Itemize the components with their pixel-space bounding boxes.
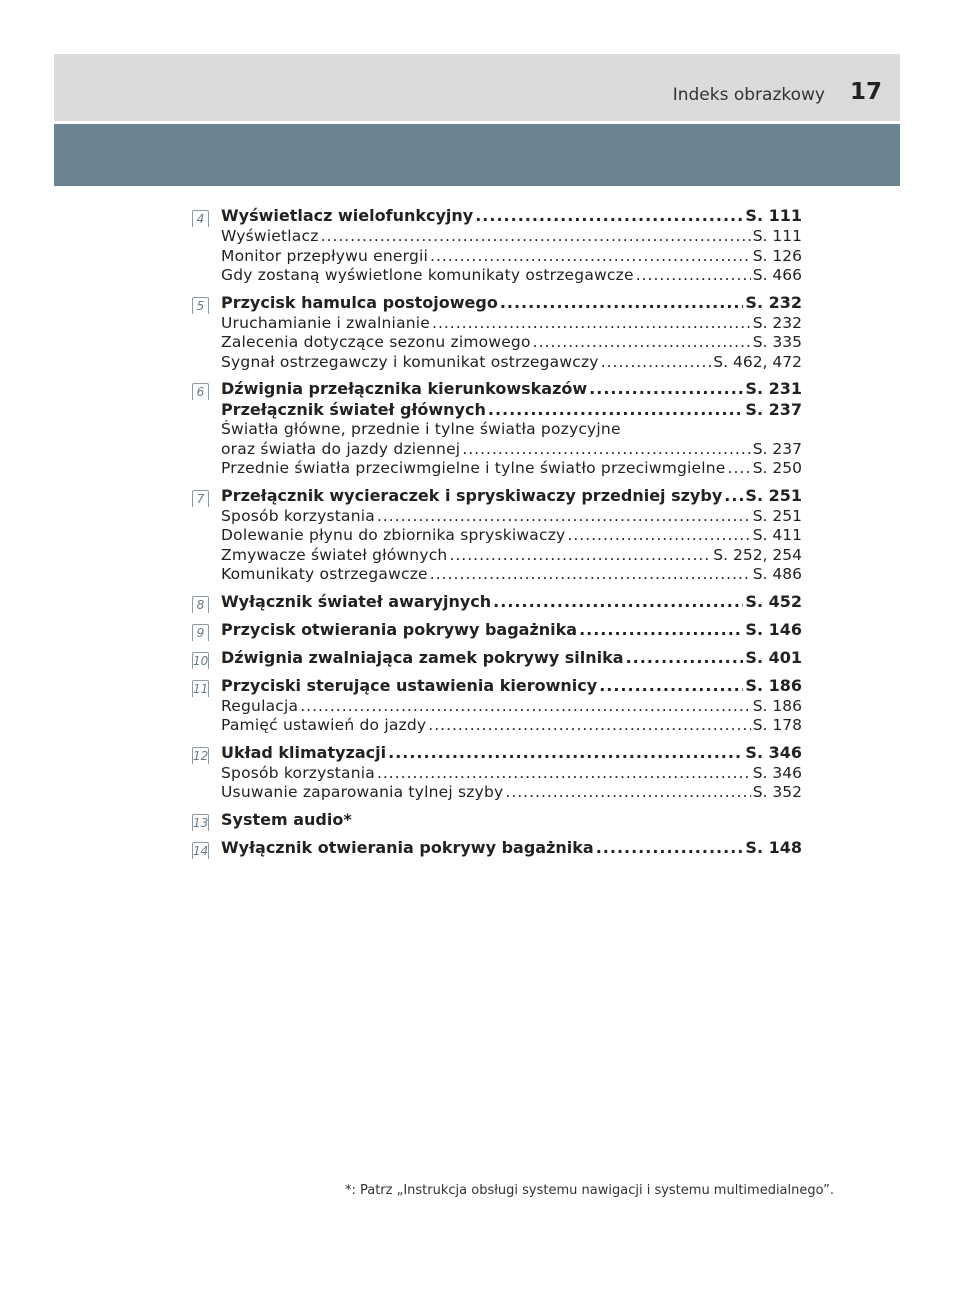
page-reference: S. 250 xyxy=(752,459,802,477)
leader-dots xyxy=(728,459,751,479)
leader-dots xyxy=(589,379,743,399)
sub-entry-label: Światła główne, przednie i tylne światła pozycyjne xyxy=(221,420,621,438)
index-sub-line[interactable] xyxy=(192,546,802,566)
sub-entry-label: oraz światła do jazdy dziennej xyxy=(221,439,461,458)
number-badge: 7 xyxy=(192,490,209,507)
index-sub-line[interactable] xyxy=(192,266,802,286)
entry-label: Dźwignia zwalniająca zamek pokrywy silnika xyxy=(221,647,624,667)
index-sub-line[interactable] xyxy=(192,247,802,267)
page-reference: S. 126 xyxy=(752,246,802,265)
index-sub-line[interactable] xyxy=(192,565,802,585)
index-entry xyxy=(192,379,802,479)
number-badge: 10 xyxy=(192,652,209,669)
number-badge: 8 xyxy=(192,596,209,613)
sub-entry-label: Sposób korzystania xyxy=(221,763,375,782)
number-badge: 14 xyxy=(192,842,209,859)
index-entry xyxy=(192,838,802,859)
index-main-line[interactable] xyxy=(192,486,802,507)
leader-dots xyxy=(500,293,744,313)
number-badge: 4 xyxy=(192,210,209,227)
index-entry xyxy=(192,206,802,286)
index-main-line[interactable] xyxy=(192,676,802,697)
index-sub-line[interactable] xyxy=(192,526,802,546)
index-main-line[interactable] xyxy=(192,293,802,314)
index-entry xyxy=(192,592,802,613)
page-reference: S. 252, 254 xyxy=(713,545,802,564)
index-sub-line[interactable] xyxy=(192,507,802,527)
leader-dots xyxy=(449,546,711,566)
page-reference: S. 186 xyxy=(752,696,802,715)
header-color-bar xyxy=(54,124,900,186)
page-reference: S. 401 xyxy=(745,647,802,667)
page-reference: S. 186 xyxy=(745,675,802,695)
page-reference: S. 486 xyxy=(752,565,802,583)
sub-entry-label: Wyświetlacz xyxy=(221,227,319,245)
leader-dots xyxy=(567,526,750,546)
leader-dots xyxy=(462,440,750,460)
number-badge: 12 xyxy=(192,747,209,764)
number-badge: 9 xyxy=(192,624,209,641)
index-sub-line[interactable] xyxy=(192,764,802,784)
page-number: 17 xyxy=(849,79,882,105)
index-main-line[interactable] xyxy=(192,838,802,859)
page-reference: S. 232 xyxy=(745,292,802,312)
entry-label: System audio* xyxy=(221,809,352,829)
sub-entry-label: Dolewanie płynu do zbiornika spryskiwaczy xyxy=(221,526,566,544)
leader-dots xyxy=(377,507,751,527)
sub-entry-label: Przednie światła przeciwmgielne i tylne światło przeciwmgielne xyxy=(221,459,726,477)
sub-entry-label: Monitor przepływu energii xyxy=(221,246,429,265)
entry-label: Dźwignia przełącznika kierunkowskazów xyxy=(221,379,588,398)
sub-entry-label: Pamięć ustawień do jazdy xyxy=(221,716,427,734)
index-sub-line[interactable] xyxy=(192,459,802,479)
page-reference: S. 346 xyxy=(752,763,802,782)
index-entry xyxy=(192,486,802,585)
page-reference: S. 146 xyxy=(745,619,802,639)
index-sub-line[interactable] xyxy=(192,697,802,717)
number-badge: 6 xyxy=(192,383,209,400)
page-reference: S. 452 xyxy=(745,591,802,611)
sub-entry-label: Zmywacze świateł głównych xyxy=(221,545,448,564)
entry-label: Przełącznik świateł głównych xyxy=(221,400,486,419)
index-entry xyxy=(192,676,802,736)
page-reference: S. 335 xyxy=(752,333,802,351)
leader-dots xyxy=(533,333,751,353)
leader-dots xyxy=(626,648,744,668)
sub-entry-label: Sposób korzystania xyxy=(221,506,375,525)
page-reference: S. 251 xyxy=(745,485,802,505)
index-main-line[interactable] xyxy=(192,810,802,831)
leader-dots xyxy=(430,565,751,585)
leader-dots xyxy=(724,486,743,506)
sub-entry-label: Usuwanie zaparowania tylnej szyby xyxy=(221,783,504,801)
index-entry xyxy=(192,743,802,803)
leader-dots xyxy=(475,206,743,226)
entry-label: Przycisk hamulca postojowego xyxy=(221,292,498,312)
entry-label: Przełącznik wycieraczek i spryskiwaczy przedniej szyby xyxy=(221,485,723,505)
leader-dots xyxy=(388,743,743,763)
entry-label: Przyciski sterujące ustawienia kierownicy xyxy=(221,675,598,695)
page-reference: S. 111 xyxy=(752,227,802,245)
page-reference: S. 237 xyxy=(745,400,802,419)
leader-dots xyxy=(493,592,743,612)
index-sub-line[interactable] xyxy=(192,420,802,440)
index-entry xyxy=(192,810,802,831)
sub-entry-label: Komunikaty ostrzegawcze xyxy=(221,565,428,583)
number-badge: 5 xyxy=(192,297,209,314)
index-list xyxy=(192,206,802,866)
leader-dots xyxy=(432,314,751,334)
index-sub-line[interactable] xyxy=(192,353,802,373)
entry-label: Układ klimatyzacji xyxy=(221,742,387,762)
index-entry xyxy=(192,648,802,669)
page-reference: S. 352 xyxy=(752,783,802,801)
index-entry xyxy=(192,620,802,641)
page-reference: S. 231 xyxy=(745,379,802,398)
section-title: Indeks obrazkowy xyxy=(672,85,825,105)
leader-dots xyxy=(430,247,751,267)
index-sub-line[interactable] xyxy=(192,314,802,334)
index-main-line[interactable] xyxy=(192,592,802,613)
leader-dots xyxy=(377,764,751,784)
leader-dots xyxy=(300,697,751,717)
page-reference: S. 251 xyxy=(752,506,802,525)
page-reference: S. 346 xyxy=(745,742,802,762)
number-badge: 11 xyxy=(192,680,209,697)
sub-entry-label: Zalecenia dotyczące sezonu zimowego xyxy=(221,333,531,351)
page-reference: S. 111 xyxy=(745,206,802,225)
leader-dots xyxy=(601,353,712,373)
index-entry xyxy=(192,293,802,373)
index-sub-line[interactable] xyxy=(192,440,802,460)
leader-dots xyxy=(488,400,744,420)
entry-label: Wyłącznik świateł awaryjnych xyxy=(221,591,492,611)
index-main-line[interactable] xyxy=(192,400,802,420)
index-main-line[interactable] xyxy=(192,648,802,669)
leader-dots xyxy=(596,838,744,858)
index-main-line[interactable] xyxy=(192,743,802,764)
index-sub-line[interactable] xyxy=(192,783,802,803)
page-reference: S. 237 xyxy=(752,439,802,458)
index-main-line[interactable] xyxy=(192,379,802,400)
page-reference: S. 411 xyxy=(752,526,802,544)
sub-entry-label: Gdy zostaną wyświetlone komunikaty ostrzegawcze xyxy=(221,266,634,284)
sub-entry-label: Regulacja xyxy=(221,696,299,715)
footnote: *: Patrz „Instrukcja obsługi systemu nawigacji i systemu multimedialnego”. xyxy=(344,1183,834,1198)
page-reference: S. 462, 472 xyxy=(713,352,802,371)
number-badge: 13 xyxy=(192,814,209,831)
leader-dots xyxy=(636,266,751,286)
index-main-line[interactable] xyxy=(192,206,802,227)
entry-label: Przycisk otwierania pokrywy bagażnika xyxy=(221,619,578,639)
entry-label: Wyłącznik otwierania pokrywy bagażnika xyxy=(221,837,594,857)
index-sub-line[interactable] xyxy=(192,227,802,247)
leader-dots xyxy=(321,227,751,247)
leader-dots xyxy=(599,676,743,696)
entry-label: Wyświetlacz wielofunkcyjny xyxy=(221,206,474,225)
index-sub-line[interactable] xyxy=(192,716,802,736)
index-main-line[interactable] xyxy=(192,620,802,641)
leader-dots xyxy=(428,716,750,736)
leader-dots xyxy=(505,783,750,803)
index-sub-line[interactable] xyxy=(192,333,802,353)
sub-entry-label: Uruchamianie i zwalnianie xyxy=(221,313,431,332)
page-reference: S. 466 xyxy=(752,266,802,284)
sub-entry-label: Sygnał ostrzegawczy i komunikat ostrzegawczy xyxy=(221,352,599,371)
page-reference: S. 232 xyxy=(752,313,802,332)
page-reference: S. 148 xyxy=(745,837,802,857)
page-reference: S. 178 xyxy=(752,716,802,734)
leader-dots xyxy=(579,620,743,640)
